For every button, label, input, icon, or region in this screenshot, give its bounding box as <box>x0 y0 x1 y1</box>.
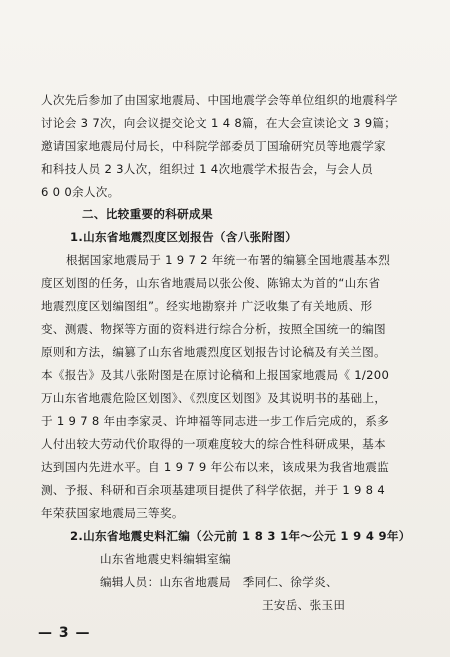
text-line: 6 0 0余人次。 <box>41 185 120 199</box>
text-line: 年荣获国家地震局三等奖。 <box>41 506 184 520</box>
text-line: 人付出较大劳动代价取得的一项难度较大的综合性科研成果，基本 <box>41 437 386 451</box>
text-line: 邀请国家地震局付局长，中科院学部委员丁国瑜研究员等地震学家 <box>41 139 386 153</box>
text-line: 地震烈度区划编图组”。经实地勘察并 广泛收集了有关地质、形 <box>41 299 373 313</box>
text-line: 根据国家地震局于 1 9 7 2 年统一布署的编篡全国地震基本烈 <box>66 253 391 267</box>
text-line: 本《报告》及其八张附图是在原讨论稿和上报国家地震局《 1/200 <box>41 368 390 382</box>
editors-line: 王安岳、张玉田 <box>262 598 346 612</box>
text-line: 度区划图的任务，山东省地震局以张公俊、陈锦太为首的“山东省 <box>41 276 381 290</box>
text-line: 测、予报、科研和百余项基建项目提供了科学依据，并于 1 9 8 4 <box>41 483 385 497</box>
page-number: — 3 — <box>38 625 91 641</box>
text-line: 变、测震、物探等方面的资料进行综合分析，按照全国统一的编图 <box>41 322 386 336</box>
subsection-heading: 2.山东省地震史料汇编（公元前 1 8 3 1年～公元 1 9 4 9年） <box>70 529 411 543</box>
text-line: 万山东省地震危险区划图》、《烈度区划图》及其说明书的基础上， <box>41 391 387 405</box>
text-line: 于 1 9 7 8 年由李家灵、许坤福等同志进一步工作后完成的，系多 <box>41 414 389 428</box>
section-heading: 二、比较重要的科研成果 <box>82 207 213 221</box>
text-line: 原则和方法，编篡了山东省地震烈度区划报告讨论稿及有关兰图。 <box>41 345 386 359</box>
text-line: 人次先后参加了由国家地震局、中国地震学会等单位组织的地震科学 <box>41 93 398 107</box>
compiler-line: 山东省地震史料编辑室编 <box>100 552 231 566</box>
text-line: 达到国内先进水平。自 1 9 7 9 年公布以来，该成果为我省地震监 <box>41 460 389 474</box>
text-line: 和科技人员 2 3人次，组织过 1 4次地震学术报告会，与会人员 <box>41 162 374 176</box>
editors-line: 编辑人员：山东省地震局 季同仁、徐学炎、 <box>100 575 338 589</box>
text-line: 讨论会 3 7次，向会议提交论文 1 4 8篇，在大会宣读论文 3 9篇； <box>41 116 397 130</box>
subsection-heading: 1.山东省地震烈度区划报告（含八张附图） <box>70 230 298 244</box>
